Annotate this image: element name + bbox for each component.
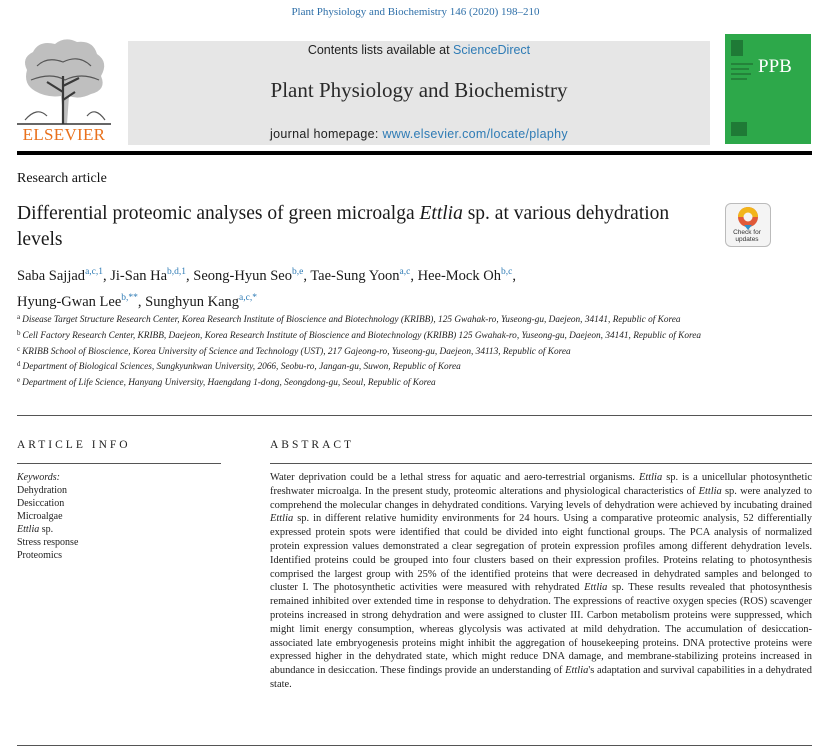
affiliation-key: b	[17, 328, 21, 337]
bottom-divider	[17, 745, 812, 746]
title-part-2: sp. at various dehydration levels	[17, 203, 670, 250]
journal-cover-thumbnail[interactable]	[725, 34, 811, 144]
abstract-text: Water deprivation could be a lethal stress for aquatic and aero-terrestrial organisms. Ettlia sp. is a unicellular photosynthetic freshwater microalga. In the present study, proteomic alterations and physiological characteristics of Ettlia sp. were analyzed to comprehend the molecular changes in dehydrated conditions. Varying levels of dehydration were achieved by incubating drained Ettlia sp. in different relative humidity environments for 24 hours. Using a comparative proteomic analysis, 52 differentially expressed protein spots were identified that could be divided into eight functional groups. The PCA analysis of normalized protein expression values demonstrated a clear segregation of protein expression profiles among different dehydration levels. Identified proteins could be grouped into four clusters based on their expression profiles. Proteins relating to photosynthesis comprised the largest group with 25% of the identified proteins that were decreased in dehydrated samples and belonged to cluster I. The photosynthetic activities were measured with rehydrated Ettlia sp. These results revealed that photosynthesis remained inhibited over extended time in response to dehydration. The expressions of reactive oxygen species (ROS) scavenger proteins increased in strong dehydration and were assigned to cluster III. Carbon metabolism proteins were suppressed, which might limit energy consumption, whereas glycolysis was activated at mild dehydration. The accumulation of desiccation-associated late embryogenesis proteins might inhibit the aggregation of housekeeping proteins. DNA protective proteins were expressed higher in the dehydrated state, which might reduce DNA damage, and membrane-stabilizing proteins increased in abundance in desiccation. These findings provide an understanding of Ettlia's adaptation and survival capabilities in a dehydrated state.	[270, 472, 813, 690]
affiliation-key: a	[17, 313, 21, 321]
author-name[interactable]: Hyung-Gwan Lee	[17, 294, 122, 310]
sciencedirect-link[interactable]: ScienceDirect	[453, 43, 531, 57]
abstract-heading: ABSTRACT	[270, 439, 355, 451]
homepage-prefix: journal homepage:	[270, 127, 383, 141]
elsevier-wordmark: ELSEVIER	[22, 125, 106, 144]
title-part-1: Differential proteomic analyses of green microalga	[17, 203, 420, 224]
keyword-item: Ettlia sp.	[17, 524, 54, 535]
affiliation-text: KRIBB School of Bioscience, Korea University of Science and Technology (UST), 217 Gajeong-ro, Yuseong-gu, Daejeon, 34113, Republic of Korea	[22, 346, 571, 357]
keyword-item: Microalgae	[17, 511, 63, 522]
contents-prefix: Contents lists available at	[307, 43, 454, 57]
affiliation-text: Cell Factory Research Center, KRIBB, Daejeon, Korea Research Institute of Bioscience and Biotechnology (KRIBB) 125 Gwahak-ro, Yuseong-gu, Daejeon, 34141, Republic of Korea	[22, 330, 702, 341]
keyword-item: Desiccation	[17, 498, 65, 509]
article-type: Research article	[17, 171, 107, 186]
author-name[interactable]: Seong-Hyun Seo	[193, 268, 292, 284]
affiliation-text: Department of Life Science, Hanyang University, Haengdang 1-dong, Seongdong-gu, Seoul, Republic of Korea	[22, 378, 436, 389]
keywords-label: Keywords:	[17, 472, 60, 483]
abstract-rule	[270, 463, 812, 464]
affiliation-list	[17, 311, 717, 390]
affiliation-key: e	[17, 376, 21, 385]
keyword-list	[17, 484, 78, 562]
journal-citation[interactable]: Plant Physiology and Biochemistry 146 (2020) 198–210	[291, 6, 540, 18]
contents-line	[128, 43, 710, 57]
affiliation-text: Department of Biological Sciences, Sungkyunkwan University, 2066, Seobu-ro, Jangan-gu, Suwon, Republic of Korea	[22, 362, 461, 373]
author-list: Saba Sajjad$^{a,c,1}$, Ji-San Ha$^{b,d,1}$, Seong-Hyun Seo$^{b,e}$, Tae-Sung Yoon$^{a,c}$, Hee-Mock Oh$^{b,c}$, Hyung-Gwan Lee$^{b,**}$, Sunghyun Kang$^{a,c,*}$	[17, 267, 516, 310]
author-affiliation-marker[interactable]: a,c,1	[85, 267, 103, 277]
article-title	[17, 201, 697, 253]
author-affiliation-marker[interactable]: b,c	[500, 267, 513, 277]
affiliation-item	[17, 327, 717, 343]
author-name[interactable]: Hee-Mock Oh	[417, 268, 501, 284]
journal-title: Plant Physiology and Biochemistry	[270, 78, 568, 102]
author-affiliation-marker[interactable]: b,e	[291, 267, 304, 277]
article-info-heading: ARTICLE INFO	[17, 439, 131, 451]
title-genus: Ettlia	[419, 203, 463, 224]
author-affiliation-marker[interactable]: b,d,1	[167, 267, 187, 277]
author-name[interactable]: Tae-Sung Yoon	[310, 268, 400, 284]
header-divider	[17, 151, 812, 155]
homepage-line	[128, 127, 710, 141]
affiliation-item	[17, 358, 717, 374]
check-for-updates-label: Check for updates	[733, 229, 761, 243]
author-name[interactable]: Sunghyun Kang	[145, 294, 240, 310]
affiliation-item	[17, 311, 717, 327]
section-divider	[17, 415, 812, 416]
keyword-item: Stress response	[17, 537, 79, 548]
author-affiliation-marker[interactable]: a,c	[399, 267, 411, 277]
author-name[interactable]: Ji-San Ha	[110, 268, 168, 284]
keywords-block	[17, 471, 78, 562]
author-affiliation-marker[interactable]: b,**	[121, 293, 138, 303]
homepage-link[interactable]: www.elsevier.com/locate/plaphy	[382, 127, 568, 141]
affiliation-key: d	[17, 360, 21, 369]
keyword-item: Dehydration	[17, 485, 67, 496]
cover-ppb-label: PPB	[758, 56, 792, 77]
affiliation-item	[17, 374, 717, 390]
keyword-item: Proteomics	[17, 550, 62, 561]
article-info-rule	[17, 463, 221, 464]
author-affiliation-marker[interactable]: a,c,*	[239, 293, 257, 303]
affiliation-key: c	[17, 344, 21, 353]
affiliation-text: Disease Target Structure Research Center, Korea Research Institute of Bioscience and Biotechnology (KRIBB), 125 Gwahak-ro, Yuseong-gu, Daejeon, 34141, Republic of Korea	[22, 315, 681, 325]
author-name[interactable]: Saba Sajjad	[17, 268, 86, 284]
affiliation-item	[17, 343, 717, 359]
